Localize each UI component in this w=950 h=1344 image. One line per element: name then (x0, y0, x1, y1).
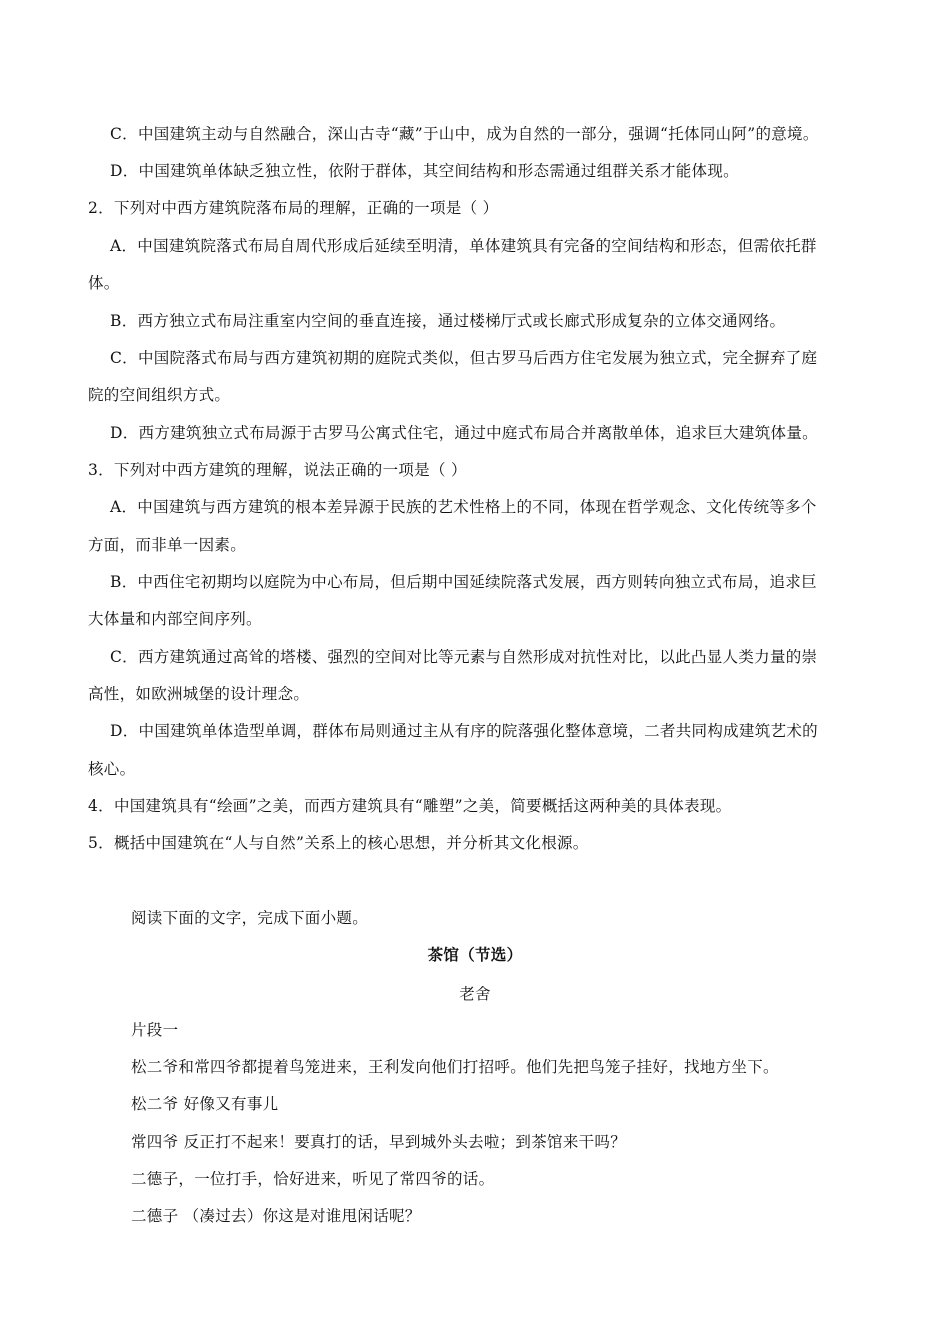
q3-option-a-line1: A．中国建筑与西方建筑的根本差异源于民族的艺术性格上的不同，体现在哲学观念、文化传统等多个 (110, 498, 817, 516)
q1-option-d: D．中国建筑单体缺乏独立性，依附于群体，其空间结构和形态需通过组群关系才能体现。 (110, 162, 739, 180)
passage-line: 片段一 (131, 1021, 179, 1039)
reading-intro: 阅读下面的文字，完成下面小题。 (131, 909, 369, 927)
q3-option-b-line1: B．中西住宅初期均以庭院为中心布局，但后期中国延续院落式发展，西方则转向独立式布局，追求巨 (110, 573, 817, 591)
passage-line: 二德子，一位打手，恰好进来，听见了常四爷的话。 (131, 1170, 495, 1188)
passage-line: 松二爷 好像又有事儿 (131, 1095, 279, 1113)
passage-author: 老舍 (459, 985, 491, 1003)
passage-title: 茶馆（节选） (427, 945, 523, 964)
q3-option-b-line2: 大体量和内部空间序列。 (88, 610, 262, 628)
q2-option-b: B．西方独立式布局注重室内空间的垂直连接，通过楼梯厅式或长廊式形成复杂的立体交通网络。 (110, 312, 786, 330)
passage-line: 松二爷和常四爷都提着鸟笼进来，王利发向他们打招呼。他们先把鸟笼子挂好，找地方坐下。 (131, 1058, 779, 1076)
q3-option-d-line1: D．中国建筑单体造型单调，群体布局则通过主从有序的院落强化整体意境，二者共同构成建筑艺术的 (110, 722, 818, 740)
q3-stem: 3．下列对中西方建筑的理解，说法正确的一项是（ ） (88, 461, 467, 479)
q2-stem: 2．下列对中西方建筑院落布局的理解，正确的一项是（ ） (88, 199, 499, 217)
q2-option-a-line2: 体。 (88, 274, 120, 292)
q3-option-d-line2: 核心。 (88, 760, 136, 778)
passage-line: 二德子 （凑过去）你这是对谁甩闲话呢？ (131, 1207, 421, 1225)
q2-option-c-line1: C．中国院落式布局与西方建筑初期的庭院式类似，但古罗马后西方住宅发展为独立式，完全摒弃了庭 (110, 349, 818, 367)
passage-line: 常四爷 反正打不起来！要真打的话，早到城外头去啦；到茶馆来干吗？ (131, 1133, 627, 1151)
question-4: 4．中国建筑具有“绘画”之美，而西方建筑具有“雕塑”之美，简要概括这两种美的具体表现。 (88, 797, 732, 815)
q3-option-a-line2: 方面，而非单一因素。 (88, 536, 247, 554)
q3-option-c-line2: 高性，如欧洲城堡的设计理念。 (88, 685, 310, 703)
question-5: 5．概括中国建筑在“人与自然”关系上的核心思想，并分析其文化根源。 (88, 834, 589, 852)
q1-option-c: C．中国建筑主动与自然融合，深山古寺“藏”于山中，成为自然的一部分，强调“托体同山阿”的意境。 (110, 125, 819, 143)
q2-option-a-line1: A．中国建筑院落式布局自周代形成后延续至明清，单体建筑具有完备的空间结构和形态，但需依托群 (110, 237, 817, 255)
q3-option-c-line1: C．西方建筑通过高耸的塔楼、强烈的空间对比等元素与自然形成对抗性对比，以此凸显人类力量的崇 (110, 648, 818, 666)
q2-option-d: D．西方建筑独立式布局源于古罗马公寓式住宅，通过中庭式布局合并离散单体，追求巨大建筑体量。 (110, 424, 818, 442)
q2-option-c-line2: 院的空间组织方式。 (88, 386, 231, 404)
